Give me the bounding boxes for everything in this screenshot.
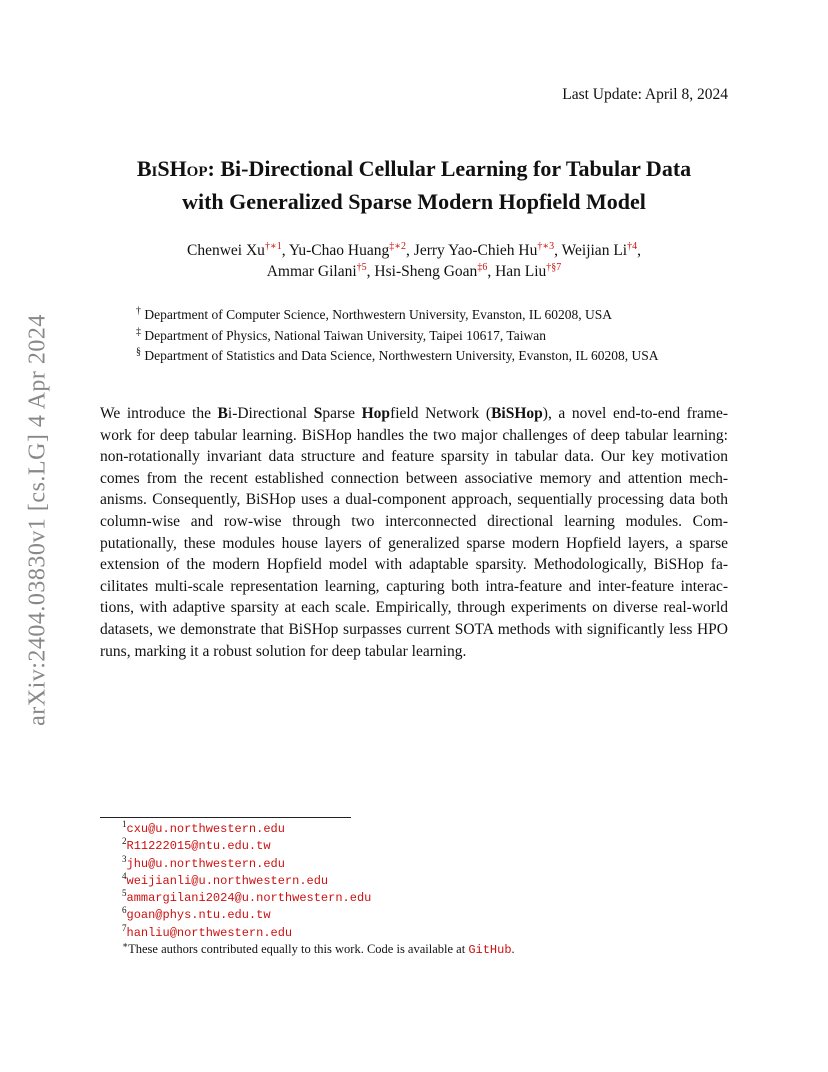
footnote-item [122, 820, 515, 837]
author-name: Hsi-Sheng Goan [374, 263, 478, 280]
author-mark[interactable]: †§7 [546, 261, 562, 273]
footnote-item [122, 837, 515, 854]
github-link[interactable]: GitHub [468, 943, 512, 958]
footnote-number: 4 [122, 870, 127, 881]
footnote-number: 5 [122, 888, 127, 899]
author-line-2: Ammar Gilani$^{\dagger 5}$, Hsi-Sheng Goan$^{\ddagger 6}$, Han Liu$^{\dagger\S 7}$ [266, 261, 562, 280]
abstract-text: ), a novel end-to-end frame-work for deep tabular learning. BiSHop handles the two major challenges of deep tabular learning: non-rotationally invariant data structure and feature sparsity in tabular data. Our key motivation comes from the recent established connection between associative memory and attention mech-anisms. Consequently, BiSHop uses a dual-component approach, sequentially processing data both column-wise and row-wise through two interconnected directional learning modules. Com-putationally, these modules house layers of generalized sparse modern Hopfield layers, a sparse extension of the modern Hopfield model with adaptable sparsity. Methodologically, BiSHop fa-cilitates multi-scale representation learning, capturing both intra-feature and inter-feature interac-tions, with adaptive sparsity at each scale. Empirically, through experiments on diverse real-world datasets, we demonstrate that BiSHop surpasses current SOTA methods with significantly less HPO runs, marking it a robust solution for deep tabular learning. [100, 405, 728, 660]
author-mark[interactable]: †5 [356, 261, 367, 273]
footnote-email-link[interactable]: R11222015@ntu.edu.tw [126, 839, 271, 854]
author-name: Ammar Gilani [266, 263, 357, 280]
affiliation-mark: † [136, 305, 141, 317]
paper-title [0, 152, 828, 218]
footnote-email-link[interactable]: ammargilani2024@u.northwestern.edu [126, 891, 372, 906]
author-line-1: Chenwei $Xu^{\dagger∗1}$, Yu-Chao Huang$^{\ddagger∗2}$, Jerry Yao-Chieh $Hu^{\dagger∗3}$, Weijian Li$^{\dagger 4}$, [187, 240, 641, 259]
footnote-email-link[interactable]: jhu@u.northwestern.edu [126, 856, 285, 871]
footnote-number: 6 [122, 905, 127, 916]
abstract-bold: BiSHop [491, 405, 543, 422]
abstract-bold: Hop [361, 405, 391, 422]
title-line-1-rest: : Bi-Directional Cellular Learning for Tabular Data [207, 156, 692, 181]
author-name: Yu-Chao Huang [288, 242, 390, 259]
abstract-text: parse [322, 405, 362, 422]
affiliation-item [136, 326, 659, 347]
footnote-item [122, 872, 515, 889]
title-line-2: with Generalized Sparse Modern Hopfield Model [182, 189, 646, 214]
arxiv-identifier: arXiv:2404.03830v1 [cs.LG] 4 Apr 2024 [24, 314, 51, 726]
footnote-end: . [511, 942, 515, 957]
abstract-text: We introduce the [100, 405, 218, 422]
affiliation-mark: § [136, 346, 141, 358]
abstract-bold: B [217, 405, 228, 422]
footnote-text: These authors contributed equally to this work. Code is available at [128, 942, 469, 957]
abstract-text: field Network ( [390, 405, 492, 422]
abstract-text: i-Directional [227, 405, 314, 422]
footnote-email-link[interactable]: cxu@u.northwestern.edu [126, 822, 285, 836]
affiliation-item [136, 346, 659, 367]
author-list [0, 240, 828, 282]
footnote-number: 3 [122, 853, 127, 864]
footnote-item [122, 906, 515, 923]
footnote-list [122, 820, 515, 958]
footnote-item [122, 889, 515, 906]
title-model-name: BiSHop [136, 156, 208, 181]
footnote-number: 1 [122, 819, 127, 829]
author-name: Weijian Li [561, 242, 628, 259]
footnote-item [122, 924, 515, 941]
affiliation-item [136, 305, 659, 326]
author-name: Chenwei Xu [187, 242, 265, 259]
footnote-equal-contribution [122, 941, 515, 958]
author-mark[interactable]: †∗1 [264, 240, 282, 252]
footnote-email-link[interactable]: hanliu@northwestern.edu [126, 925, 293, 940]
footnote-email-link[interactable]: weijianli@u.northwestern.edu [126, 873, 329, 888]
author-mark[interactable]: ‡∗2 [389, 240, 407, 252]
abstract-bold: S [313, 405, 323, 422]
footnote-item [122, 855, 515, 872]
author-mark[interactable]: †4 [627, 240, 638, 252]
footnote-mark: ∗ [122, 940, 129, 951]
footnote-divider [100, 817, 351, 818]
affiliation-text: Department of Statistics and Data Science, Northwestern University, Evanston, IL 60208, USA [144, 348, 659, 363]
footnote-email-link[interactable]: goan@phys.ntu.edu.tw [126, 908, 271, 923]
affiliation-mark: ‡ [136, 326, 141, 337]
footnote-number: 2 [122, 836, 127, 847]
affiliation-list [136, 305, 659, 367]
affiliation-text: Department of Computer Science, Northwestern University, Evanston, IL 60208, USA [144, 307, 613, 322]
affiliation-text: Department of Physics, National Taiwan University, Taipei 10617, Taiwan [144, 327, 546, 343]
author-mark[interactable]: ‡6 [477, 261, 488, 273]
author-mark[interactable]: †∗3 [537, 240, 555, 252]
author-name: Han Liu [495, 263, 547, 280]
footnote-number: 7 [122, 922, 127, 933]
title-line-1 [0, 152, 828, 185]
author-name: Jerry Yao-Chieh Hu [413, 242, 538, 259]
last-update-date: Last Update: April 8, 2024 [562, 86, 728, 103]
abstract-paragraph [100, 403, 728, 662]
